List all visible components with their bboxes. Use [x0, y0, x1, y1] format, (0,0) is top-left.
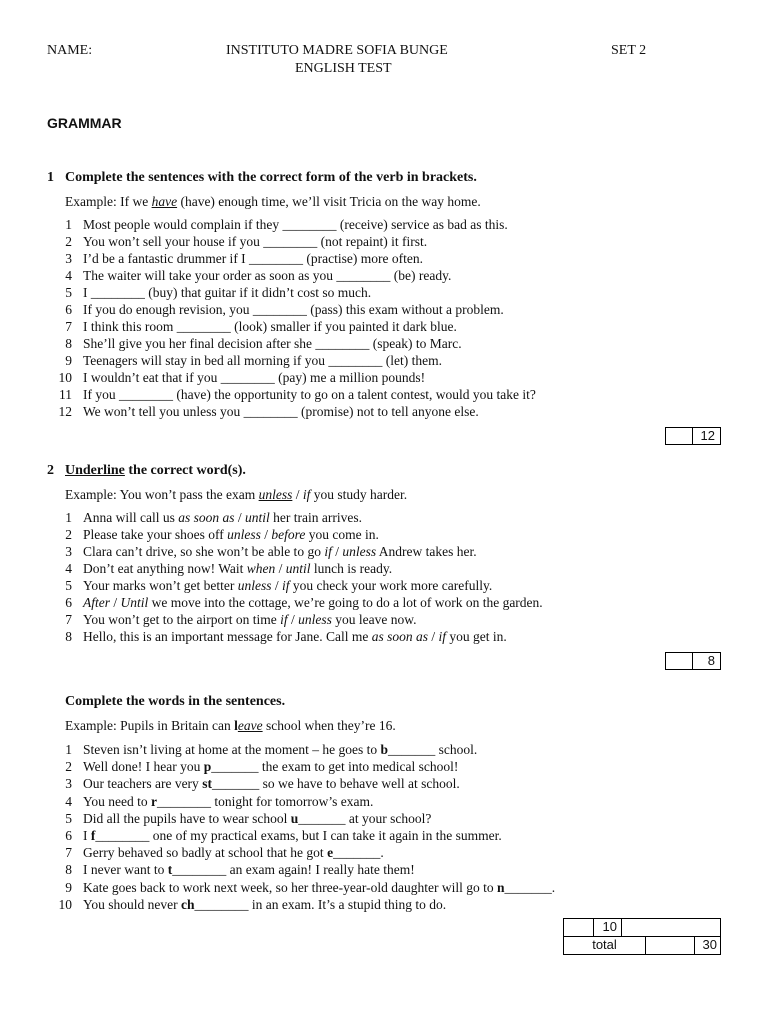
- option-a: if: [280, 612, 288, 627]
- exercise1-instruction: Complete the sentences with the correct form of the verb in brackets.: [65, 170, 477, 185]
- item-text: [83, 403, 479, 420]
- sentence-end: lunch is ready.: [310, 561, 393, 576]
- sentence-start: I: [83, 828, 91, 843]
- item-text: [83, 301, 504, 318]
- item-number: 3: [65, 251, 72, 266]
- exercise1-score: 12: [692, 428, 721, 444]
- option-a: if: [324, 544, 332, 559]
- list-item: [0, 386, 768, 403]
- name-label: NAME:: [47, 43, 93, 58]
- item-text: [83, 386, 536, 403]
- section-heading: GRAMMAR: [47, 115, 122, 131]
- item-text: [83, 861, 415, 878]
- sentence-start: Anna will call us: [83, 510, 179, 525]
- underline-word: Underline: [65, 463, 125, 478]
- sentence-end: _______ school.: [387, 742, 478, 757]
- sentence: I ________ (buy) that guitar if it didn’t cost so much.: [83, 285, 372, 300]
- first-letters: n: [496, 879, 505, 895]
- list-item: [0, 233, 768, 250]
- total-score-table: [563, 918, 721, 955]
- sentence-end: you check your work more carefully.: [289, 578, 493, 593]
- sentence: The waiter will take your order as soon as you ________ (be) ready.: [83, 268, 452, 283]
- list-item: [0, 267, 768, 284]
- item-text: [83, 896, 446, 913]
- example-answer: eave: [237, 718, 263, 733]
- list-item: [0, 335, 768, 352]
- item-text: [83, 233, 427, 250]
- exercise3-score: 10: [602, 919, 617, 934]
- sentence-start: Clara can’t drive, so she won’t be able to go: [83, 544, 325, 559]
- item-text: [83, 577, 492, 594]
- list-item: [0, 827, 768, 844]
- separator: /: [427, 629, 439, 644]
- set-label: SET 2: [611, 43, 647, 58]
- exercise2-example: [65, 487, 407, 503]
- list-item: [0, 543, 768, 560]
- example-text: you study harder.: [310, 487, 408, 502]
- item-number: 8: [65, 629, 72, 644]
- list-item: [0, 526, 768, 543]
- item-text: [83, 775, 460, 792]
- item-number: 9: [65, 879, 72, 895]
- sentence-start: Please take your shoes off: [83, 527, 228, 542]
- sentence: She’ll give you her final decision after she ________ (speak) to Marc.: [83, 336, 462, 351]
- sentence-start: Kate goes back to work next week, so her three-year-old daughter will go to: [83, 879, 497, 895]
- item-text: [83, 369, 425, 386]
- sentence-end: ________ in an exam. It’s a stupid thing to do.: [194, 896, 447, 912]
- exercise1-example: [65, 194, 481, 210]
- sentence-start: You won’t get to the airport on time: [83, 612, 281, 627]
- total-label: total: [592, 937, 617, 952]
- list-item: [0, 879, 768, 896]
- item-number: 2: [65, 234, 72, 249]
- sentence-start: Hello, this is an important message for Jane. Call me: [83, 629, 372, 644]
- list-item: [0, 284, 768, 301]
- list-item: [0, 509, 768, 526]
- sentence-end: _______.: [333, 845, 384, 861]
- option-a: as soon as: [178, 510, 235, 525]
- example-text: Example: If we: [65, 194, 152, 209]
- first-letters: st: [202, 776, 212, 792]
- item-number: 8: [65, 336, 72, 351]
- sentence-start: Gerry behaved so badly at school that he got: [83, 845, 328, 861]
- example-answer: have: [151, 194, 178, 209]
- item-text: [83, 250, 423, 267]
- sentence: Most people would complain if they ________ (receive) service as bad as this.: [83, 217, 508, 232]
- example-text: Example: Pupils in Britain can: [65, 718, 235, 733]
- example-text: (have) enough time, we’ll visit Tricia on the way home.: [177, 194, 481, 209]
- option-b: unless: [298, 612, 332, 627]
- school-name: INSTITUTO MADRE SOFIA BUNGE: [226, 43, 448, 58]
- sentence-start: Steven isn’t living at home at the moment – he goes to: [83, 742, 381, 757]
- separator: /: [271, 578, 283, 593]
- item-text: [83, 560, 392, 577]
- item-text: [83, 284, 371, 301]
- first-letters: f: [90, 828, 96, 843]
- exercise2-title: [0, 463, 768, 481]
- list-item: [0, 861, 768, 878]
- sentence-start: Your marks won’t get better: [83, 578, 238, 593]
- item-number: 4: [65, 793, 72, 809]
- option-a: when: [246, 561, 276, 576]
- item-text: [83, 594, 543, 611]
- sentence-end: her train arrives.: [269, 510, 362, 525]
- list-item: [0, 352, 768, 369]
- item-number: 9: [65, 353, 72, 368]
- table-divider: [621, 919, 622, 936]
- first-letters: u: [290, 810, 299, 826]
- exercise2-instruction: [65, 463, 246, 479]
- example-option: if: [302, 487, 311, 502]
- example-text: school when they’re 16.: [262, 718, 396, 733]
- item-number: 1: [65, 510, 72, 525]
- sentence-end: _______.: [504, 879, 556, 895]
- item-number: 6: [65, 595, 72, 610]
- separator: /: [260, 527, 272, 542]
- item-number: 3: [65, 544, 72, 559]
- separator: /: [110, 595, 121, 610]
- sentence-end: _______ the exam to get into medical school!: [211, 759, 459, 775]
- sentence-end: ________ tonight for tomorrow’s exam.: [157, 793, 374, 809]
- item-text: [83, 628, 507, 645]
- option-a: unless: [237, 578, 272, 593]
- list-item: [0, 369, 768, 386]
- sentence-start: You should never: [83, 896, 182, 912]
- item-text: [83, 335, 462, 352]
- list-item: [0, 793, 768, 810]
- instruction-rest: the correct word(s).: [124, 463, 246, 478]
- item-number: 5: [65, 578, 72, 593]
- sentence: You won’t sell your house if you ________ (not repaint) it first.: [83, 234, 428, 249]
- item-text: [83, 793, 373, 810]
- first-letters: ch: [181, 896, 195, 912]
- item-text: [83, 509, 362, 526]
- list-item: [0, 216, 768, 233]
- exercise3-example: [65, 718, 396, 734]
- separator: /: [287, 612, 299, 627]
- first-letters: r: [151, 793, 158, 809]
- list-item: [0, 250, 768, 267]
- sentence: We won’t tell you unless you ________ (promise) not to tell anyone else.: [83, 404, 479, 419]
- item-number: 4: [65, 561, 72, 576]
- sentence-start: Our teachers are very: [83, 776, 203, 792]
- item-number: 5: [65, 285, 72, 300]
- sentence: If you ________ (have) the opportunity to go on a talent contest, would you take it?: [83, 387, 536, 402]
- item-number: 11: [59, 387, 72, 402]
- exercise2-number: 2: [47, 463, 54, 478]
- list-item: [0, 577, 768, 594]
- item-text: [83, 216, 508, 233]
- item-text: [83, 827, 502, 844]
- item-text: [83, 844, 384, 861]
- item-text: [83, 543, 477, 560]
- list-item: [0, 611, 768, 628]
- item-text: [83, 879, 555, 896]
- option-b: unless: [342, 544, 377, 559]
- sentence: Teenagers will stay in bed all morning if you ________ (let) them.: [83, 353, 442, 368]
- first-letters: t: [167, 862, 173, 878]
- separator: /: [292, 487, 303, 502]
- example-letter: l: [234, 718, 238, 733]
- sentence-end: we move into the cottage, we’re going to do a lot of work on the garden.: [148, 595, 543, 610]
- sentence-end: you get in.: [446, 629, 507, 644]
- option-b: if: [438, 629, 446, 644]
- item-text: [83, 318, 457, 335]
- item-number: 3: [65, 776, 72, 792]
- option-a: as soon as: [371, 629, 428, 644]
- list-item: [0, 810, 768, 827]
- item-text: [83, 352, 442, 369]
- item-number: 1: [65, 742, 72, 757]
- item-text: [83, 526, 379, 543]
- option-b: if: [282, 578, 290, 593]
- exercise1-title: [0, 170, 768, 188]
- exercise2-score-box: [665, 652, 721, 670]
- item-text: [83, 611, 417, 628]
- item-text: [83, 758, 458, 775]
- exercise2-score: 8: [692, 653, 721, 669]
- sentence-end: you leave now.: [331, 612, 417, 627]
- list-item: [0, 403, 768, 420]
- sentence-end: ________ an exam again! I really hate them!: [172, 862, 415, 878]
- sentence-start: Well done! I hear you: [83, 759, 204, 775]
- item-number: 2: [65, 527, 72, 542]
- separator: /: [275, 561, 286, 576]
- option-a: unless: [227, 527, 261, 542]
- option-b: Until: [120, 595, 149, 610]
- list-item: [0, 758, 768, 775]
- example-text: Example: You won’t pass the exam: [65, 487, 259, 502]
- example-answer: unless: [258, 487, 293, 502]
- list-item: [0, 301, 768, 318]
- list-item: [0, 318, 768, 335]
- item-number: 12: [58, 404, 72, 419]
- sentence: If you do enough revision, you ________ (pass) this exam without a problem.: [83, 302, 504, 317]
- item-number: 6: [65, 302, 72, 317]
- table-divider: [645, 936, 646, 955]
- item-text: [83, 741, 477, 758]
- sentence-start: You need to: [83, 793, 152, 809]
- separator: /: [234, 510, 246, 525]
- sentence-end: _______ so we have to behave well at school.: [211, 776, 460, 792]
- first-letters: e: [327, 845, 334, 861]
- item-number: 5: [65, 810, 72, 826]
- sentence-start: Don’t eat anything now! Wait: [83, 561, 247, 576]
- item-number: 10: [58, 370, 72, 385]
- item-text: [83, 267, 451, 284]
- list-item: [0, 896, 768, 913]
- exercise1-score-box: [665, 427, 721, 445]
- list-item: [0, 628, 768, 645]
- item-number: 8: [65, 862, 72, 878]
- item-number: 7: [65, 612, 72, 627]
- option-b: before: [271, 527, 306, 542]
- exercise1-number: 1: [47, 170, 54, 185]
- list-item: [0, 594, 768, 611]
- sentence-end: ________ one of my practical exams, but I can take it again in the summer.: [95, 828, 502, 843]
- list-item: [0, 741, 768, 758]
- option-b: until: [245, 510, 270, 525]
- sentence-end: Andrew takes her.: [376, 544, 477, 559]
- sentence: I’d be a fantastic drummer if I ________ (practise) more often.: [83, 251, 423, 266]
- sentence-start: Did all the pupils have to wear school: [83, 810, 291, 826]
- total-score: 30: [702, 937, 717, 952]
- test-title: ENGLISH TEST: [295, 61, 392, 76]
- sentence: I think this room ________ (look) smaller if you painted it dark blue.: [83, 319, 457, 334]
- sentence-end: _______ at your school?: [298, 810, 432, 826]
- item-number: 4: [65, 268, 72, 283]
- item-number: 2: [65, 759, 72, 775]
- item-number: 6: [65, 828, 72, 843]
- first-letters: b: [380, 742, 388, 757]
- list-item: [0, 844, 768, 861]
- list-item: [0, 775, 768, 792]
- exercise3-title: Complete the words in the sentences.: [65, 694, 286, 709]
- option-b: until: [285, 561, 311, 576]
- sentence: I wouldn’t eat that if you ________ (pay) me a million pounds!: [83, 370, 426, 385]
- sentence-start: I never want to: [83, 862, 168, 878]
- item-number: 7: [65, 845, 72, 861]
- item-text: [83, 810, 431, 827]
- sentence-end: you come in.: [305, 527, 379, 542]
- item-number: 10: [58, 896, 72, 912]
- option-a: After: [83, 595, 110, 610]
- item-number: 1: [65, 217, 72, 232]
- item-number: 7: [65, 319, 72, 334]
- list-item: [0, 560, 768, 577]
- first-letters: p: [203, 759, 212, 775]
- separator: /: [331, 544, 343, 559]
